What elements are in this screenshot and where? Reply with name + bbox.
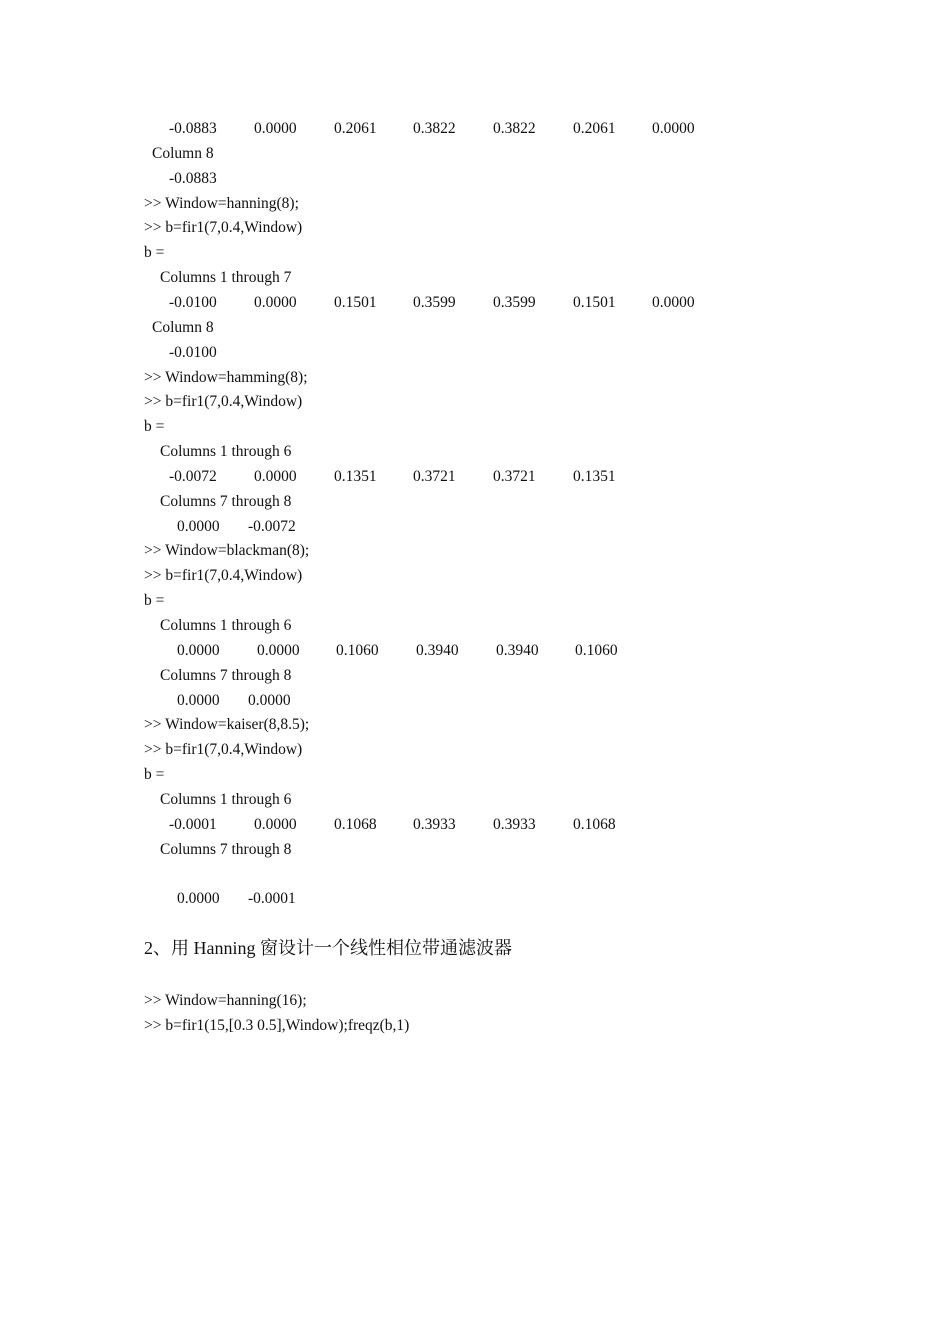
section-heading: 2、用 Hanning 窗设计一个线性相位带通滤波器 (144, 938, 512, 958)
coefficient-row (0, 514, 950, 539)
output-label: Columns 1 through 6 (160, 443, 292, 460)
output-label: b = (144, 418, 165, 435)
coefficient-value: 0.3933 (413, 816, 456, 833)
coefficient-value: 0.0000 (652, 120, 695, 137)
coefficient-value: 0.1501 (334, 294, 377, 311)
coefficient-value: 0.2061 (573, 120, 616, 137)
coefficient-value: 0.3599 (493, 294, 536, 311)
coefficient-value: -0.0001 (248, 890, 296, 907)
coefficient-value: -0.0883 (169, 170, 217, 187)
command-line: >> b=fir1(7,0.4,Window) (144, 219, 303, 236)
coefficient-value: 0.0000 (254, 294, 297, 311)
coefficient-value: 0.0000 (254, 120, 297, 137)
command-line: >> Window=hanning(16); (144, 992, 307, 1009)
coefficient-value: 0.1068 (334, 816, 377, 833)
output-label: Columns 1 through 6 (160, 617, 292, 634)
coefficient-value: 0.0000 (177, 692, 220, 709)
coefficient-row (0, 166, 950, 191)
output-label: Columns 7 through 8 (160, 841, 292, 858)
command-line: >> b=fir1(7,0.4,Window) (144, 567, 303, 584)
output-label: b = (144, 244, 165, 261)
command-line: >> Window=hamming(8); (144, 369, 308, 386)
output-label: Columns 1 through 7 (160, 269, 292, 286)
output-label: Column 8 (152, 145, 214, 162)
coefficient-row (0, 688, 950, 713)
coefficient-value: 0.1351 (573, 468, 616, 485)
coefficient-value: 0.0000 (177, 642, 220, 659)
coefficient-value: 0.1060 (575, 642, 618, 659)
coefficient-value: -0.0072 (169, 468, 217, 485)
coefficient-row (0, 340, 950, 365)
command-line: >> Window=blackman(8); (144, 542, 310, 559)
coefficient-value: 0.0000 (652, 294, 695, 311)
command-line: >> Window=kaiser(8,8.5); (144, 716, 310, 733)
coefficient-value: 0.3822 (493, 120, 536, 137)
coefficient-value: -0.0001 (169, 816, 217, 833)
coefficient-value: 0.1501 (573, 294, 616, 311)
coefficient-row (0, 638, 950, 663)
coefficient-value: 0.2061 (334, 120, 377, 137)
coefficient-value: 0.1060 (336, 642, 379, 659)
coefficient-value: 0.3822 (413, 120, 456, 137)
coefficient-row (0, 812, 950, 837)
coefficient-value: 0.3721 (413, 468, 456, 485)
output-label: Columns 7 through 8 (160, 667, 292, 684)
output-label: Columns 1 through 6 (160, 791, 292, 808)
coefficient-value: 0.0000 (254, 816, 297, 833)
coefficient-value: 0.3933 (493, 816, 536, 833)
coefficient-value: 0.1068 (573, 816, 616, 833)
command-line: >> b=fir1(7,0.4,Window) (144, 393, 303, 410)
coefficient-value: 0.0000 (254, 468, 297, 485)
output-label: Columns 7 through 8 (160, 493, 292, 510)
output-label: Column 8 (152, 319, 214, 336)
coefficient-value: 0.0000 (177, 518, 220, 535)
coefficient-row (0, 116, 950, 141)
coefficient-value: -0.0883 (169, 120, 217, 137)
command-line: >> b=fir1(7,0.4,Window) (144, 741, 303, 758)
coefficient-value: 0.3721 (493, 468, 536, 485)
coefficient-value: 0.0000 (248, 692, 291, 709)
coefficient-row (0, 464, 950, 489)
coefficient-value: -0.0100 (169, 294, 217, 311)
coefficient-value: -0.0072 (248, 518, 296, 535)
coefficient-row (0, 290, 950, 315)
coefficient-value: 0.0000 (177, 890, 220, 907)
coefficient-value: 0.3940 (496, 642, 539, 659)
output-label: b = (144, 766, 165, 783)
command-line: >> Window=hanning(8); (144, 195, 299, 212)
coefficient-value: 0.3940 (416, 642, 459, 659)
coefficient-row (0, 886, 950, 911)
command-line: >> b=fir1(15,[0.3 0.5],Window);freqz(b,1) (144, 1017, 410, 1034)
coefficient-value: 0.0000 (257, 642, 300, 659)
coefficient-value: 0.3599 (413, 294, 456, 311)
coefficient-value: 0.1351 (334, 468, 377, 485)
output-label: b = (144, 592, 165, 609)
coefficient-value: -0.0100 (169, 344, 217, 361)
